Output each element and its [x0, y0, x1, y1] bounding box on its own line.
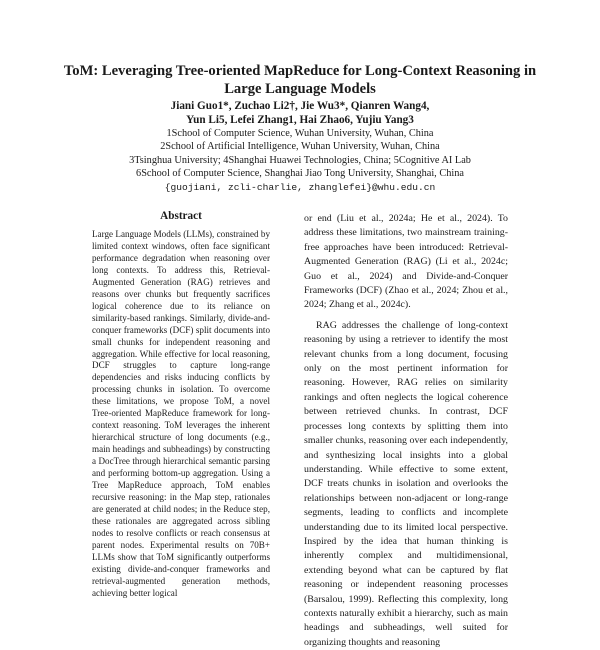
paper-title: ToM: Leveraging Tree-oriented MapReduce for Long-Context Reasoning in Large Language Models	[63, 63, 537, 97]
affiliation-line: 1School of Computer Science, Wuhan University, Wuhan, China	[166, 128, 434, 139]
affiliation-line: 2School of Artificial Intelligence, Wuhan University, Wuhan, China	[160, 141, 440, 153]
abstract-body: Large Language Models (LLMs), constrained by limited context windows, often face significant performance degradation when reasoning over long contexts. To address this, Retrieval-Augmented Generation (RAG) retrieves and reasons over chunks but frequently sacrifices logical coherence due to its reliance on similarity-based rankings. Similarly, divide-and-conquer frameworks (DCF) split documents into small chunks for independent reasoning and aggregation. While effective for local reasoning, DCF struggles to capture long-range dependencies and risks inducing conflicts by processing chunks in isolation. To overcome these limitations, we propose ToM, a novel Tree-oriented MapReduce framework for long-context reasoning. ToM leverages the inherent hierarchical structure of long documents (e.g., main headings and subheadings) by constructing a DocTree through hierarchical semantic parsing and performing bottom-up aggregation. Using a Tree MapReduce approach, ToM enables recursive reasoning: in the Map step, rationales are generated at child nodes; in the Reduce step, these rationales are aggregated across sibling nodes to resolve conflicts or reach consensus at parent nodes. Experimental results on 70B+ LLMs show that ToM significantly outperforms existing divide-and-conquer frameworks and retrieval-augmented generation methods, achieving better logical	[92, 229, 270, 598]
author-line-1: Jiani Guo1*, Zuchao Li2†, Jie Wu3*, Qianren Wang4,	[170, 100, 430, 112]
abstract-heading: Abstract	[160, 210, 202, 222]
affiliation-line: 6School of Computer Science, Shanghai Jiao Tong University, Shanghai, China	[136, 168, 464, 180]
affiliation-line: 3Tsinghua University; 4Shanghai Huawei Technologies, China; 5Cognitive AI Lab	[129, 154, 471, 166]
introduction-column	[304, 212, 508, 650]
author-list	[60, 99, 540, 127]
body-paragraph: RAG addresses the challenge of long-context reasoning by using a retriever to identify the most relevant chunks from a long document, focusing only on the most pertinent information for reasoning. However, RAG relies on similarity rankings and often neglects the logical coherence between retrieved chunks. In contrast, DCF processes long contexts by splitting them into smaller chunks, reasoning over each independently, and synthesizing local insights into a global understanding. While effective to some extent, DCF treats chunks in isolation and overlooks the relationships between non-adjacent or long-range segments, leading to conflicts and incomplete understanding due to its limited local perspective. Inspired by the idea that human thinking is inherently complex and multidimensional, extending beyond what can be captured by flat reasoning or independent reasoning processes (Barsalou, 1999). Reflecting this complexity, long contexts naturally exhibit a hierarchy, such as main headings and subheadings, well suited for organizing thoughts and reasoning	[304, 319, 508, 648]
author-line-2: Yun Li5, Lefei Zhang1, Hai Zhao6, Yujiu Yang3	[186, 114, 414, 126]
body-paragraph: or end (Liu et al., 2024a; He et al., 2024). To address these limitations, two mainstream training-free approaches have been introduced: Retrieval-Augmented Generation (RAG) (Li et al., 2024c; Guo et al., 2024) and Divide-and-Conquer Frameworks (DCF) (Zhao et al., 2024; Zhou et al., 2024; Zhang et al., 2024c).	[304, 213, 508, 311]
contact-email: {guojiani, zcli-charlie, zhanglefei}@whu.edu.cn	[164, 181, 436, 193]
affiliations	[60, 127, 540, 194]
